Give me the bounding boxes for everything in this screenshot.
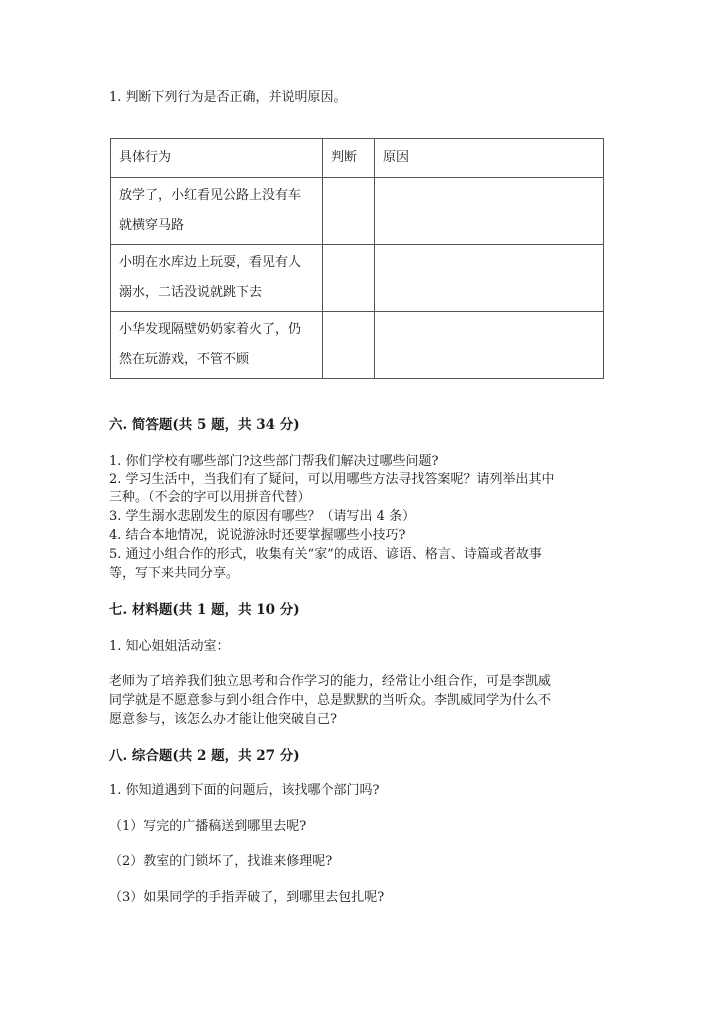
material-line: 同学就是不愿意参与到小组合作中，总是默默的当听众。李凯威同学为什么不	[109, 693, 552, 708]
table-row	[111, 245, 604, 312]
section6-title: 六. 简答题(共 5 题，共 34 分)	[109, 417, 300, 433]
judge-question: 1. 判断下列行为是否正确，并说明原因。	[109, 90, 347, 105]
section6-line: 1. 你们学校有哪些部门?这些部门帮我们解决过哪些问题?	[109, 454, 439, 469]
sub-question: （2）教室的门锁坏了，找谁来修理呢?	[109, 854, 333, 869]
behavior-line: 溺水，二话没说就跳下去	[119, 285, 263, 300]
header-reason: 原因	[375, 139, 604, 178]
behavior-line: 放学了，小红看见公路上没有车	[119, 188, 302, 203]
reason-cell[interactable]	[375, 178, 604, 245]
behavior-line: 小华发现隔壁奶奶家着火了，仍	[119, 322, 302, 337]
table-row	[111, 178, 604, 245]
behavior-line: 小明在水库边上玩耍，看见有人	[119, 255, 302, 270]
sub-question: （1）写完的广播稿送到哪里去呢?	[109, 819, 307, 834]
judgment-cell[interactable]	[323, 245, 375, 312]
section8-title: 八. 综合题(共 2 题，共 27 分)	[109, 748, 300, 764]
section6-line: 等，写下来共同分享。	[109, 566, 240, 581]
section6-line: 3. 学生溺水悲剧发生的原因有哪些？（请写出 4 条）	[109, 509, 416, 524]
header-judgment: 判断	[323, 139, 375, 178]
reason-cell[interactable]	[375, 312, 604, 379]
judgment-table	[110, 138, 604, 379]
behavior-line: 然在玩游戏，不管不顾	[119, 352, 250, 367]
section6-line: 4. 结合本地情况，说说游泳时还要掌握哪些小技巧?	[109, 528, 406, 543]
table-header-row	[111, 139, 604, 178]
judgment-cell[interactable]	[323, 312, 375, 379]
reason-cell[interactable]	[375, 245, 604, 312]
table-row	[111, 312, 604, 379]
header-behavior: 具体行为	[111, 139, 323, 178]
behavior-line: 就横穿马路	[119, 218, 185, 233]
section6-line: 三种。（不会的字可以用拼音代替）	[109, 490, 311, 505]
material-line: 老师为了培养我们独立思考和合作学习的能力，经常让小组合作，可是李凯威	[109, 674, 552, 689]
judgment-cell[interactable]	[323, 178, 375, 245]
section7-title: 七. 材料题(共 1 题，共 10 分)	[109, 602, 300, 618]
behavior-cell	[111, 178, 323, 245]
behavior-cell	[111, 245, 323, 312]
section7-question: 1. 知心姐姐活动室：	[109, 639, 230, 654]
behavior-cell	[111, 312, 323, 379]
section6-line: 2. 学习生活中，当我们有了疑问，可以用哪些方法寻找答案呢？请列举出其中	[109, 472, 555, 487]
material-line: 愿意参与，该怎么办才能让他突破自己?	[109, 712, 337, 727]
section6-line: 5. 通过小组合作的形式，收集有关“家”的成语、谚语、格言、诗篇或者故事	[109, 547, 542, 562]
section8-question: 1. 你知道遇到下面的问题后，该找哪个部门吗?	[109, 783, 380, 798]
sub-question: （3）如果同学的手指弄破了，到哪里去包扎呢?	[109, 890, 385, 905]
